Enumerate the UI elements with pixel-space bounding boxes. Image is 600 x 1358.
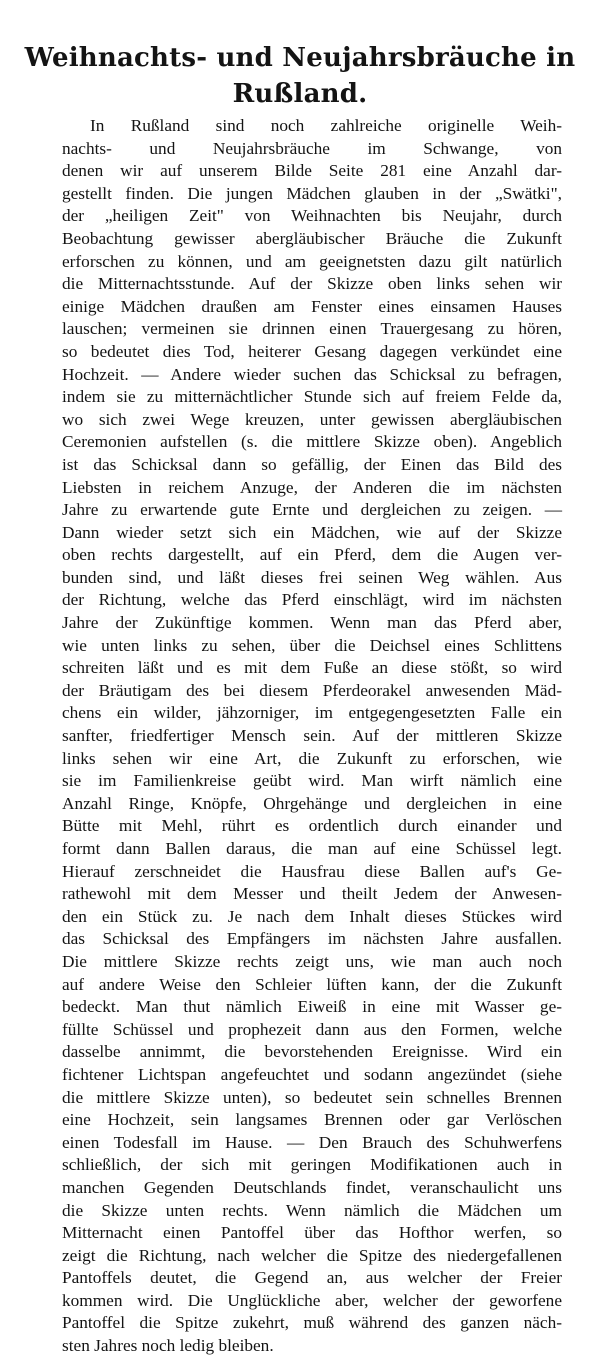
article-line: Hochzeit. — Andere wieder suchen das Schicksal zu befragen,	[62, 364, 562, 384]
article-line: formt dann Ballen daraus, die man auf eine Schüssel legt.	[62, 839, 562, 858]
article-line: kommen wird. Die Unglückliche aber, welcher der geworfene	[62, 1290, 562, 1310]
article-line: ist das Schicksal dann so gefällig, der Einen das Bild des	[62, 454, 562, 474]
article-line: Hierauf zerschneidet die Hausfrau diese Ballen auf's Ge-	[62, 861, 562, 881]
article-line: links sehen wir eine Art, die Zukunft zu erforschen, wie	[62, 748, 562, 768]
article-line: sanfter, friedfertiger Mensch sein. Auf der mittleren Skizze	[62, 726, 562, 746]
article-line: denen wir auf unserem Bilde Seite 281 eine Anzahl dar-	[62, 161, 562, 181]
article-line: Die mittlere Skizze rechts zeigt uns, wie man auch noch	[62, 951, 562, 971]
article-line: zeigt die Richtung, nach welcher die Spitze des niedergefallenen	[62, 1245, 562, 1265]
article-line: Pantoffel die Spitze zukehrt, muß während des ganzen näch-	[62, 1313, 562, 1333]
article-line: einige Mädchen draußen am Fenster eines einsamen Hauses	[62, 296, 562, 316]
article-line: Liebsten in reichem Anzuge, der Anderen die im nächsten	[62, 477, 562, 497]
article-line: Bütte mit Mehl, rührt es ordentlich durch einander und	[62, 816, 562, 836]
article-line: fichtener Lichtspan angefeuchtet und sodann angezündet (siehe	[62, 1064, 562, 1084]
article-line: einen Todesfall im Hause. — Den Brauch des Schuhwerfens	[62, 1132, 562, 1152]
article-line: eine Hochzeit, sein langsames Brennen oder gar Verlöschen	[62, 1110, 562, 1130]
article-line: Pantoffels deutet, die Gegend an, aus welcher der Freier	[62, 1268, 562, 1288]
article-line: oben rechts dargestellt, auf ein Pferd, dem die Augen ver-	[62, 545, 562, 565]
article-line: erforschen zu können, und am geeignetsten dazu gilt natürlich	[62, 251, 562, 271]
article-line: Anzahl Ringe, Knöpfe, Ohrgehänge und dergleichen in eine	[62, 793, 562, 813]
article-line: den ein Stück zu. Je nach dem Inhalt dieses Stückes wird	[62, 906, 562, 926]
article-line: nachts- und Neujahrsbräuche im Schwange, von	[62, 138, 562, 158]
article-line: Dann wieder setzt sich ein Mädchen, wie auf der Skizze	[62, 522, 562, 542]
article-line: Jahre der Zukünftige kommen. Wenn man das Pferd aber,	[62, 613, 562, 633]
article-line: sie im Familienkreise geübt wird. Man wirft nämlich eine	[62, 771, 562, 791]
article-line: manchen Gegenden Deutschlands findet, veranschaulicht uns	[62, 1177, 562, 1197]
article-line: Mitternacht einen Pantoffel über das Hofthor werfen, so	[62, 1223, 562, 1243]
article-line: schreiten läßt und es mit dem Fuße an diese stößt, so wird	[62, 658, 562, 678]
article-line: so bedeutet dies Tod, heiterer Gesang dagegen verkündet eine	[62, 341, 562, 361]
article-line: das Schicksal des Empfängers im nächsten Jahre ausfallen.	[62, 929, 562, 949]
article-line: der „heiligen Zeit" von Weihnachten bis Neujahr, durch	[62, 206, 562, 226]
article-line: Ceremonien aufstellen (s. die mittlere Skizze oben). Angeblich	[62, 432, 562, 452]
article-body	[62, 115, 562, 1358]
article-line: Jahre zu erwartende gute Ernte und dergleichen zu zeigen. —	[62, 500, 562, 520]
article-title: Weihnachts- und Neujahrsbräuche in Rußland.	[24, 43, 576, 109]
article-line: die Mitternachtsstunde. Auf der Skizze oben links sehen wir	[62, 274, 562, 294]
article-line: indem sie zu mitternächtlicher Stunde sich auf freiem Felde da,	[62, 387, 562, 407]
article-line: In Rußland sind noch zahlreiche originelle Weih-	[90, 116, 562, 135]
article-line: die Skizze unten rechts. Wenn nämlich die Mädchen um	[62, 1200, 562, 1220]
article-line: der Bräutigam des bei diesem Pferdeorakel anwesenden Mäd-	[62, 680, 562, 700]
article-line: füllte Schüssel und prophezeit dann aus den Formen, welche	[62, 1019, 562, 1039]
article-line: wo sich zwei Wege kreuzen, unter gewissen abergläubischen	[62, 409, 562, 429]
article-line: gestellt finden. Die jungen Mädchen glauben in der „Swätki",	[62, 183, 562, 203]
article-line: lauschen; vermeinen sie drinnen einen Trauergesang zu hören,	[62, 319, 562, 339]
article-line: dasselbe annimmt, die bevorstehenden Ereignisse. Wird ein	[62, 1042, 562, 1062]
article-line: chens ein wilder, jähzorniger, im entgegengesetzten Falle ein	[62, 703, 562, 723]
article-line: auf andere Weise den Schleier lüften kann, der die Zukunft	[62, 974, 562, 994]
article-line: bedeckt. Man thut nämlich Eiweiß in eine mit Wasser ge-	[62, 997, 562, 1017]
article-line: schließlich, der sich mit geringen Modifikationen auch in	[62, 1155, 562, 1175]
article-line: die mittlere Skizze unten), so bedeutet sein schnelles Brennen	[62, 1087, 562, 1107]
article-line: sten Jahres noch ledig bleiben.	[62, 1336, 274, 1356]
article-line: der Richtung, welche das Pferd einschlägt, wird im nächsten	[62, 590, 562, 610]
article-line: bunden sind, und läßt dieses frei seinen Weg wählen. Aus	[62, 567, 562, 587]
article-line: wie unten links zu sehen, über die Deichsel eines Schlittens	[62, 635, 562, 655]
article-line: rathewohl mit dem Messer und theilt Jedem der Anwesen-	[62, 884, 562, 904]
article-line: Beobachtung gewisser abergläubischer Bräuche die Zukunft	[62, 228, 562, 248]
